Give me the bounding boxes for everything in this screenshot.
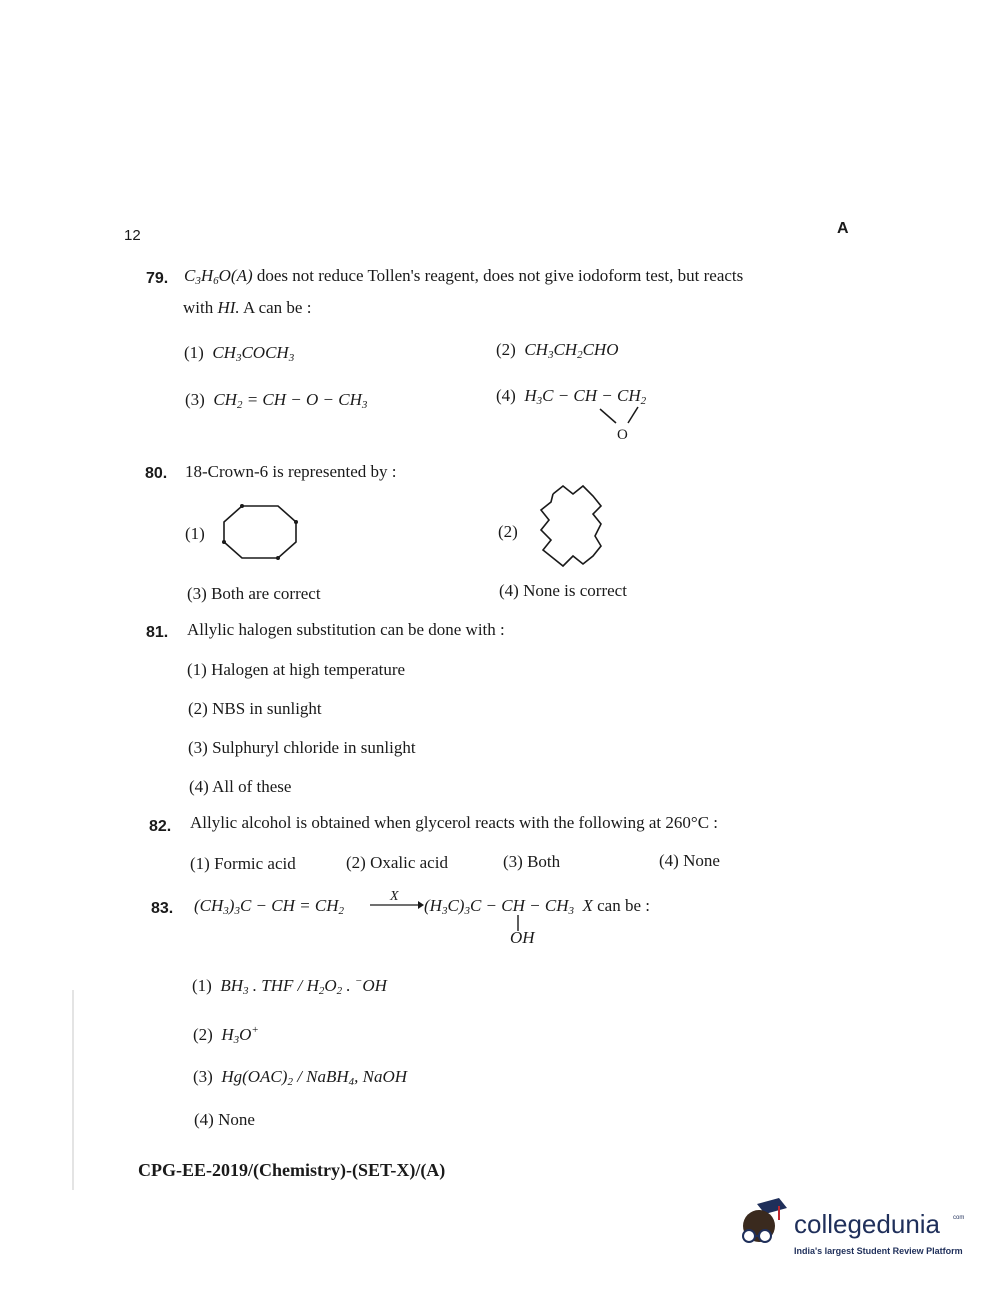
option-1: (1) [185, 524, 205, 543]
logo-tagline: India's largest Student Review Platform [794, 1246, 963, 1256]
question-text: $C_3H_6O(A)$ does not reduce Tollen's reagent, does not give iodoform test, but reacts [184, 266, 744, 287]
option-4: (4) $H_3C$ − CH − $CH_2$ [496, 386, 647, 407]
question-number: 80. [145, 465, 168, 482]
option-1: (1) Halogen at high temperature [187, 660, 406, 679]
option-4: (4) All of these [189, 777, 292, 796]
logo-com: com [953, 1215, 965, 1221]
page-number: 12 [124, 227, 141, 244]
option-2: (2) Oxalic acid [346, 853, 448, 872]
svg-text:X: X [390, 889, 399, 904]
option-3: (3) Both [503, 852, 561, 871]
logo-wordmark: collegedunia [794, 1209, 941, 1239]
question-number: 79. [146, 270, 169, 287]
option-3: (3) $CH_2$ = CH − $O - CH_3$ [185, 390, 368, 411]
reaction-arrow [368, 888, 424, 912]
reaction-equation: $(CH_3)_3C$ − CH = $CH_2$ [194, 896, 344, 917]
hydroxyl-group: OH [510, 928, 535, 947]
collegedunia-mascot-icon [735, 1196, 793, 1256]
paper-code-footer: CPG-EE-2019/(Chemistry)-(SET-X)/(A) [138, 1160, 446, 1180]
question-number: 81. [146, 624, 169, 641]
question-text: Allylic halogen substitution can be done with : [187, 620, 505, 639]
option-2: (2) $CH_3CH_2CHO$ [496, 340, 619, 361]
set-letter: A [837, 220, 849, 237]
page-edge-line [72, 990, 76, 1190]
option-2: (2) [498, 522, 518, 541]
option-1: (1) $BH_3$ . THF / $H_2O_2$ . −OH [192, 975, 387, 997]
question-text: 18-Crown-6 is represented by : [185, 462, 397, 481]
crown-ether-octagon [218, 500, 303, 562]
question-number: 82. [149, 818, 172, 835]
crown-ether-zigzag [535, 480, 610, 575]
option-4: (4) None [659, 851, 720, 870]
option-1: (1) $CH_3COCH_3$ [184, 343, 295, 364]
option-3: (3) Both are correct [187, 584, 321, 603]
option-4: (4) None is correct [499, 581, 627, 600]
option-3: (3) Sulphuryl chloride in sunlight [188, 738, 416, 757]
reaction-product: $(H_3C)_3C$ − CH − $CH_3$ X can be : [424, 896, 650, 917]
option-1: (1) Formic acid [190, 854, 296, 873]
option-3: (3) $Hg(OAC)_2$ / NaBH$_4$, NaOH [193, 1067, 408, 1088]
option-2: (2) NBS in sunlight [188, 699, 322, 718]
question-text-line2: with HI. A can be : [183, 298, 312, 317]
svg-text:O: O [617, 427, 628, 443]
option-4: (4) None [194, 1110, 255, 1129]
question-number: 83. [151, 900, 174, 917]
epoxide-bridge [590, 405, 650, 445]
option-2: (2) $H_3O^+$ [193, 1024, 259, 1046]
question-text: Allylic alcohol is obtained when glycerol reacts with the following at 260°C : [190, 813, 719, 832]
